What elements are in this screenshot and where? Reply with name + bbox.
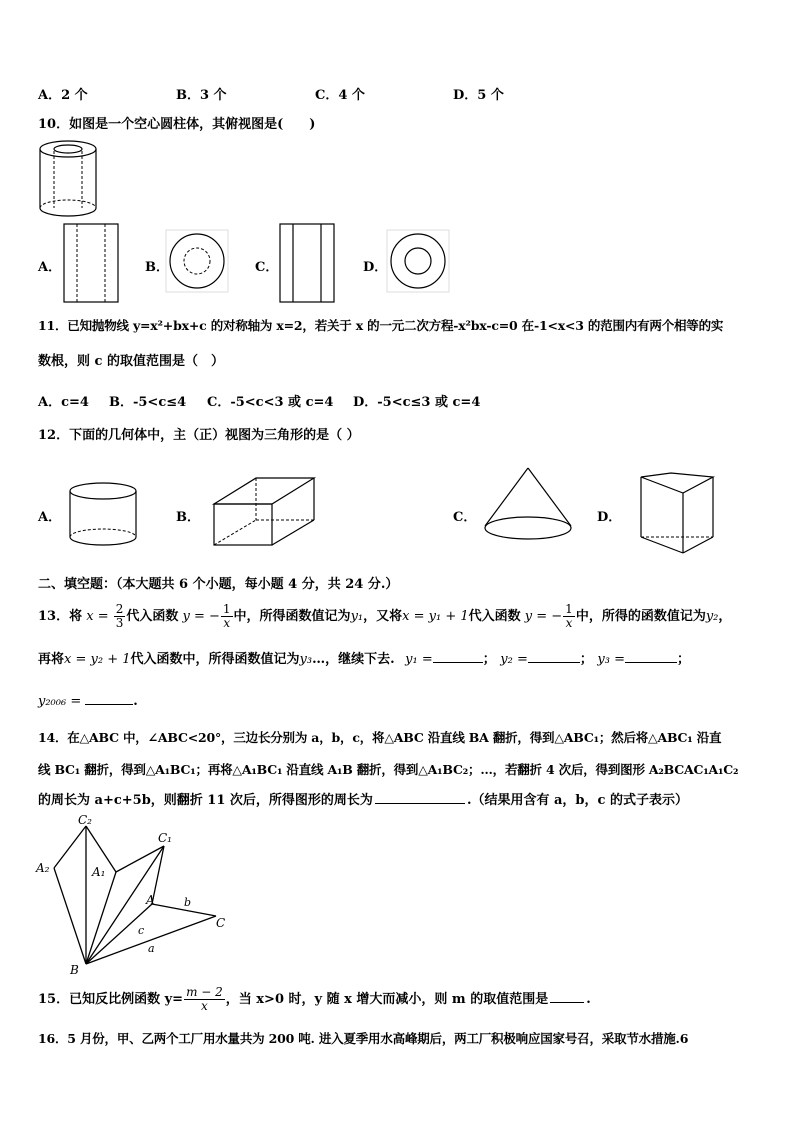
q11-option-c: C．-5<c<3 或 c=4	[207, 395, 334, 410]
q10-option-a-figure	[63, 223, 119, 303]
q13-line1: 13．将 x = $\frac{2}{3}$ 代入函数 y = − $\frac{1}{x}$ 中，所得函数值记为y₁，又将x = y₁ + 1代入函数 y = − $\frac{1}{x}$ 中，所得的函数值记为y₂，	[38, 602, 732, 630]
q12-cylinder-figure	[68, 481, 138, 547]
q11-line2: 数根，则 c 的取值范围是（ ）	[38, 354, 224, 369]
q11-option-a: A．c=4	[38, 395, 89, 410]
section-title: 二、填空题：（本大题共 6 个小题，每小题 4 分，共 24 分.）	[38, 577, 399, 592]
q10-label-a: A．	[38, 260, 62, 275]
q14-line3: 的周长为 a+c+5b，则翻折 11 次后，所得图形的周长为 .（结果用含有 a，b，c 的式子表示）	[38, 793, 688, 808]
q10-option-c-figure	[279, 223, 335, 303]
q10-option-b-figure	[165, 229, 229, 293]
q12-label-a: A．	[38, 510, 62, 525]
label-c1: C₁	[158, 831, 172, 845]
q12-stem: 12．下面的几何体中，主（正）视图为三角形的是（ ）	[38, 428, 360, 443]
side-b-label: b	[184, 896, 192, 909]
hollow-cylinder-figure	[36, 138, 100, 220]
q12-cone-figure	[481, 466, 575, 546]
q14-line2: 线 BC₁ 翻折，得到△A₁BC₁；再将△A₁BC₁ 沿直线 A₁B 翻折，得到△A₁BC₂；…，若翻折 4 次后，得到图形 A₂BCAC₁A₁C₂	[38, 762, 739, 777]
q9-option-d: D．5 个	[453, 88, 504, 103]
label-c: C	[216, 916, 226, 930]
q12-label-c: C．	[453, 510, 477, 525]
label-a2: A₂	[36, 861, 50, 875]
y2-answer-blank[interactable]	[528, 651, 580, 663]
q12-label-d: D．	[597, 510, 622, 525]
q9-option-b: B．3 个	[176, 88, 227, 103]
label-a1: A₁	[92, 865, 106, 879]
label-a: A	[146, 893, 155, 907]
y1-answer-blank[interactable]	[433, 651, 483, 663]
q10-stem: 10．如图是一个空心圆柱体，其俯视图是( )	[38, 117, 316, 132]
q9-option-c: C．4 个	[315, 88, 365, 103]
q13-line2: 再将x = y₂ + 1代入函数中，所得函数值记为y₃…，继续下去. y₁ = ； y₂ = ； y₃ = ；	[38, 652, 691, 667]
q13-line3: y₂₀₀₆ = .	[38, 694, 138, 709]
q16-line1: 16．5 月份，甲、乙两个工厂用水量共为 200 吨. 进入夏季用水高峰期后，两工厂积极响应国家号召，采取节水措施.6	[38, 1031, 689, 1046]
label-c2: C₂	[78, 813, 92, 827]
q10-option-d-figure	[386, 229, 450, 293]
q9-option-a: A．2 个	[38, 88, 88, 103]
fraction-one-over-x: $\frac{1}{x}$	[222, 602, 231, 630]
q12-prism-figure	[637, 471, 717, 555]
side-a-label: a	[148, 942, 155, 955]
q14-answer-blank[interactable]	[375, 792, 465, 804]
q15-line: 15．已知反比例函数 y= $\frac{m - 2}{x}$ ，当 x>0 时，y 随 x 增大而减小，则 m 的取值范围是 .	[38, 985, 591, 1013]
folding-triangle-figure	[34, 812, 234, 978]
q11-line1: 11．已知抛物线 y=x²+bx+c 的对称轴为 x=2，若关于 x 的一元二次方程-x²bx-c=0 在-1<x<3 的范围内有两个相等的实	[38, 318, 724, 333]
q12-cuboid-figure	[210, 476, 318, 548]
q13-prefix: 13．将	[38, 609, 83, 624]
q14-line1: 14．在△ABC 中，∠ABC<20°，三边长分别为 a，b，c，将△ABC 沿直线 BA 翻折，得到△ABC₁；然后将△ABC₁ 沿直	[38, 730, 722, 745]
q11-option-d: D．-5<c≤3 或 c=4	[353, 395, 481, 410]
y2006-answer-blank[interactable]	[85, 693, 133, 705]
q10-label-b: B．	[145, 260, 169, 275]
q10-label-d: D．	[363, 260, 388, 275]
q12-label-b: B．	[176, 510, 200, 525]
side-c-label: c	[138, 924, 145, 937]
label-b: B	[70, 963, 79, 977]
fraction-two-thirds: $\frac{2}{3}$	[115, 602, 124, 630]
y3-answer-blank[interactable]	[625, 651, 677, 663]
q10-label-c: C．	[255, 260, 279, 275]
q11-option-b: B．-5<c≤4	[109, 395, 187, 410]
fraction-one-over-x-2: $\frac{1}{x}$	[565, 602, 573, 630]
fraction-m-minus-2-over-x: $\frac{m - 2}{x}$	[186, 985, 223, 1013]
q15-answer-blank[interactable]	[550, 991, 584, 1003]
